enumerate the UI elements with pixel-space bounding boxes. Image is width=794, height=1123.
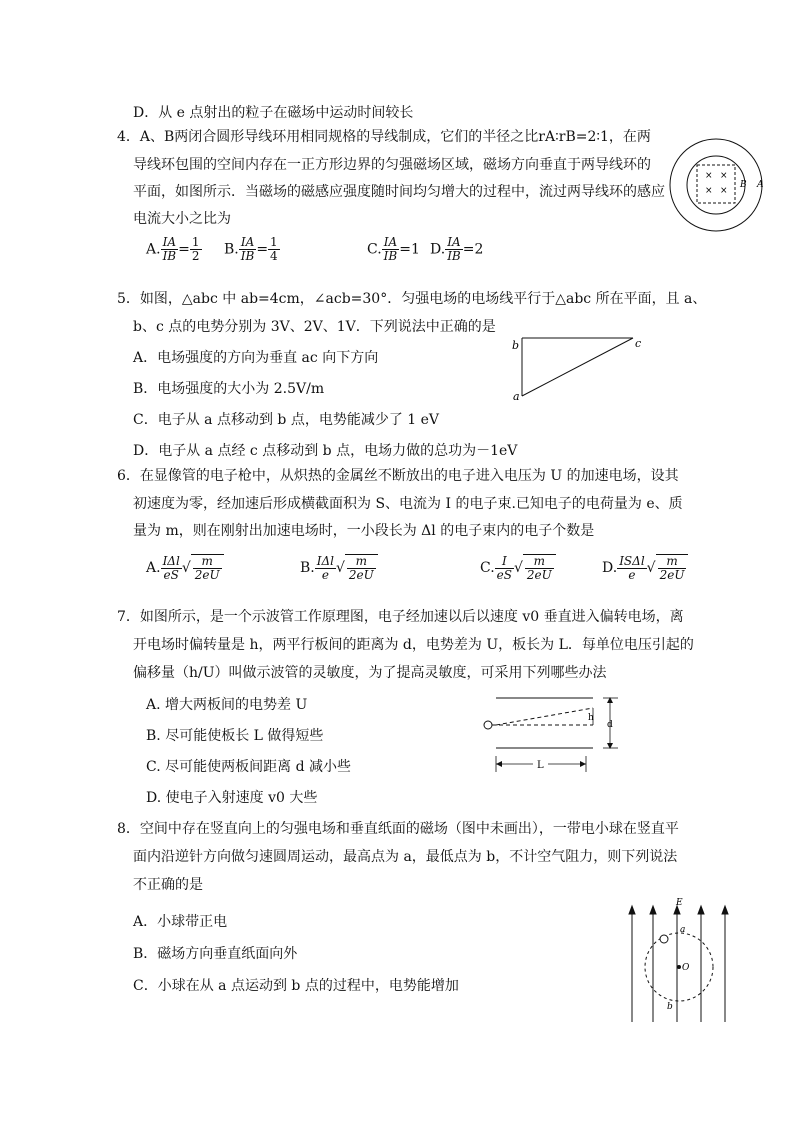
q4-option-a: A. $\frac{IA}{IB}$ = $\frac{1}{2}$	[146, 235, 200, 263]
field-mark-1: ×	[705, 171, 713, 181]
q5-option-a: A．电场强度的方向为垂直 ac 向下方向	[133, 350, 379, 366]
q6-stem-line-3: 量为 m，则在刚射出加速电场时，一小段长为 Δl 的电子束内的电子个数是	[133, 523, 595, 539]
label-d: d	[607, 720, 613, 730]
q7-option-d: D. 使电子入射速度 v0 大些	[146, 790, 318, 806]
q4-option-b: B. $\frac{IA}{IB}$ = $\frac{1}{4}$	[224, 235, 278, 263]
q8-field-figure	[624, 896, 734, 1026]
vertex-b: b	[512, 339, 520, 352]
q7-stem-line-2: 开电场时偏转量是 h，两平行板间的距离为 d，电势差为 U，板长为 L．每单位电压引起的	[133, 637, 694, 653]
q7-stem-line-1: 7．如图所示，是一个示波管工作原理图，电子经加速以后以速度 v0 垂直进入偏转电场，离	[117, 609, 684, 625]
q6-stem-line-2: 初速度为零，经加速后形成横截面积为 S、电流为 I 的电子束.已知电子的电荷量为 e、质	[133, 496, 683, 512]
q8-stem-line-2: 面内沿逆针方向做匀速圆周运动，最高点为 a，最低点为 b，不计空气阻力，则下列说法	[133, 849, 678, 865]
label-a: a	[680, 925, 686, 935]
ring-a	[670, 139, 762, 231]
q4-rings-figure	[668, 135, 768, 235]
q5-stem-line-1: 5．如图，△abc 中 ab=4cm，∠acb=30°．匀强电场的电场线平行于△abc 所在平面，且 a、	[117, 291, 707, 307]
label-b: b	[667, 1002, 673, 1012]
q8-stem-line-1: 8．空间中存在竖直向上的匀强电场和垂直纸面的磁场（图中未画出），一带电小球在竖直平	[117, 821, 679, 837]
q4-stem-line-1: 4．A、B两闭合圆形导线环用相同规格的导线制成，它们的半径之比rA∶rB=2∶1，在两	[117, 129, 651, 145]
ring-b	[687, 156, 745, 214]
q7-oscilloscope-figure	[478, 692, 626, 778]
field-mark-4: ×	[720, 186, 728, 196]
field-square	[697, 165, 735, 203]
q5-option-b: B．电场强度的大小为 2.5V/m	[133, 381, 325, 397]
label-b: B	[740, 180, 747, 190]
q7-option-b: B. 尽可能使板长 L 做得短些	[146, 728, 324, 744]
q4-option-d: D. $\frac{IA}{IB}$ =2	[430, 235, 484, 263]
label-l: L	[537, 760, 544, 771]
field-mark-2: ×	[720, 171, 728, 181]
q5-stem-line-2: b、c 点的电势分别为 3V、2V、1V．下列说法中正确的是	[133, 319, 496, 335]
label-o: O	[682, 963, 690, 973]
q5-option-d: D．电子从 a 点经 c 点移动到 b 点，电场力做的总功为－1eV	[133, 443, 518, 459]
q6-option-c: C. $\frac{I}{eS}$ √ $\frac{m}{2eU}$	[480, 554, 556, 582]
q7-option-c: C. 尽可能使两板间距离 d 减小些	[146, 759, 351, 775]
q6-stem-line-1: 6．在显像管的电子枪中，从炽热的金属丝不断放出的电子进入电压为 U 的加速电场，设其	[117, 468, 679, 484]
q8-stem-line-3: 不正确的是	[133, 877, 203, 893]
q7-option-a: A. 增大两板间的电势差 U	[146, 697, 308, 713]
label-h: h	[588, 713, 594, 723]
q6-option-d: D. $\frac{\text{ISΔl}}{e}$ √ $\frac{m}{2eU}$	[602, 554, 688, 582]
q6-option-b: B. $\frac{\text{IΔl}}{e}$ √ $\frac{m}{2eU}$	[300, 554, 378, 582]
q6-option-a: A. $\frac{\text{IΔl}}{eS}$ √ $\frac{m}{2eU}$	[146, 554, 224, 582]
label-a: A	[757, 180, 764, 190]
label-e: E	[676, 898, 683, 908]
q3-option-d: D．从 e 点射出的粒子在磁场中运动时间较长	[133, 105, 414, 121]
q4-stem-line-3: 平面，如图所示．当磁场的磁感应强度随时间均匀增大的过程中，流过两导线环的感应	[133, 184, 665, 200]
q7-stem-line-3: 偏移量（h/U）叫做示波管的灵敏度，为了提高灵敏度，可采用下列哪些办法	[133, 665, 607, 681]
vertex-a: a	[513, 390, 520, 403]
q5-option-c: C．电子从 a 点移动到 b 点，电势能减少了 1 eV	[133, 412, 440, 428]
q8-option-c: C．小球在从 a 点运动到 b 点的过程中，电势能增加	[133, 978, 459, 994]
q8-option-b: B．磁场方向垂直纸面向外	[133, 946, 298, 962]
field-mark-3: ×	[705, 186, 713, 196]
q5-triangle-figure	[505, 330, 655, 405]
vertex-c: c	[635, 337, 642, 350]
q4-stem-line-4: 电流大小之比为	[133, 211, 231, 227]
q8-option-a: A．小球带正电	[133, 914, 228, 930]
q4-option-c: C. $\frac{IA}{IB}$ =1	[367, 235, 420, 263]
q4-stem-line-2: 导线环包围的空间内存在一正方形边界的匀强磁场区域，磁场方向垂直于两导线环的	[133, 157, 651, 173]
